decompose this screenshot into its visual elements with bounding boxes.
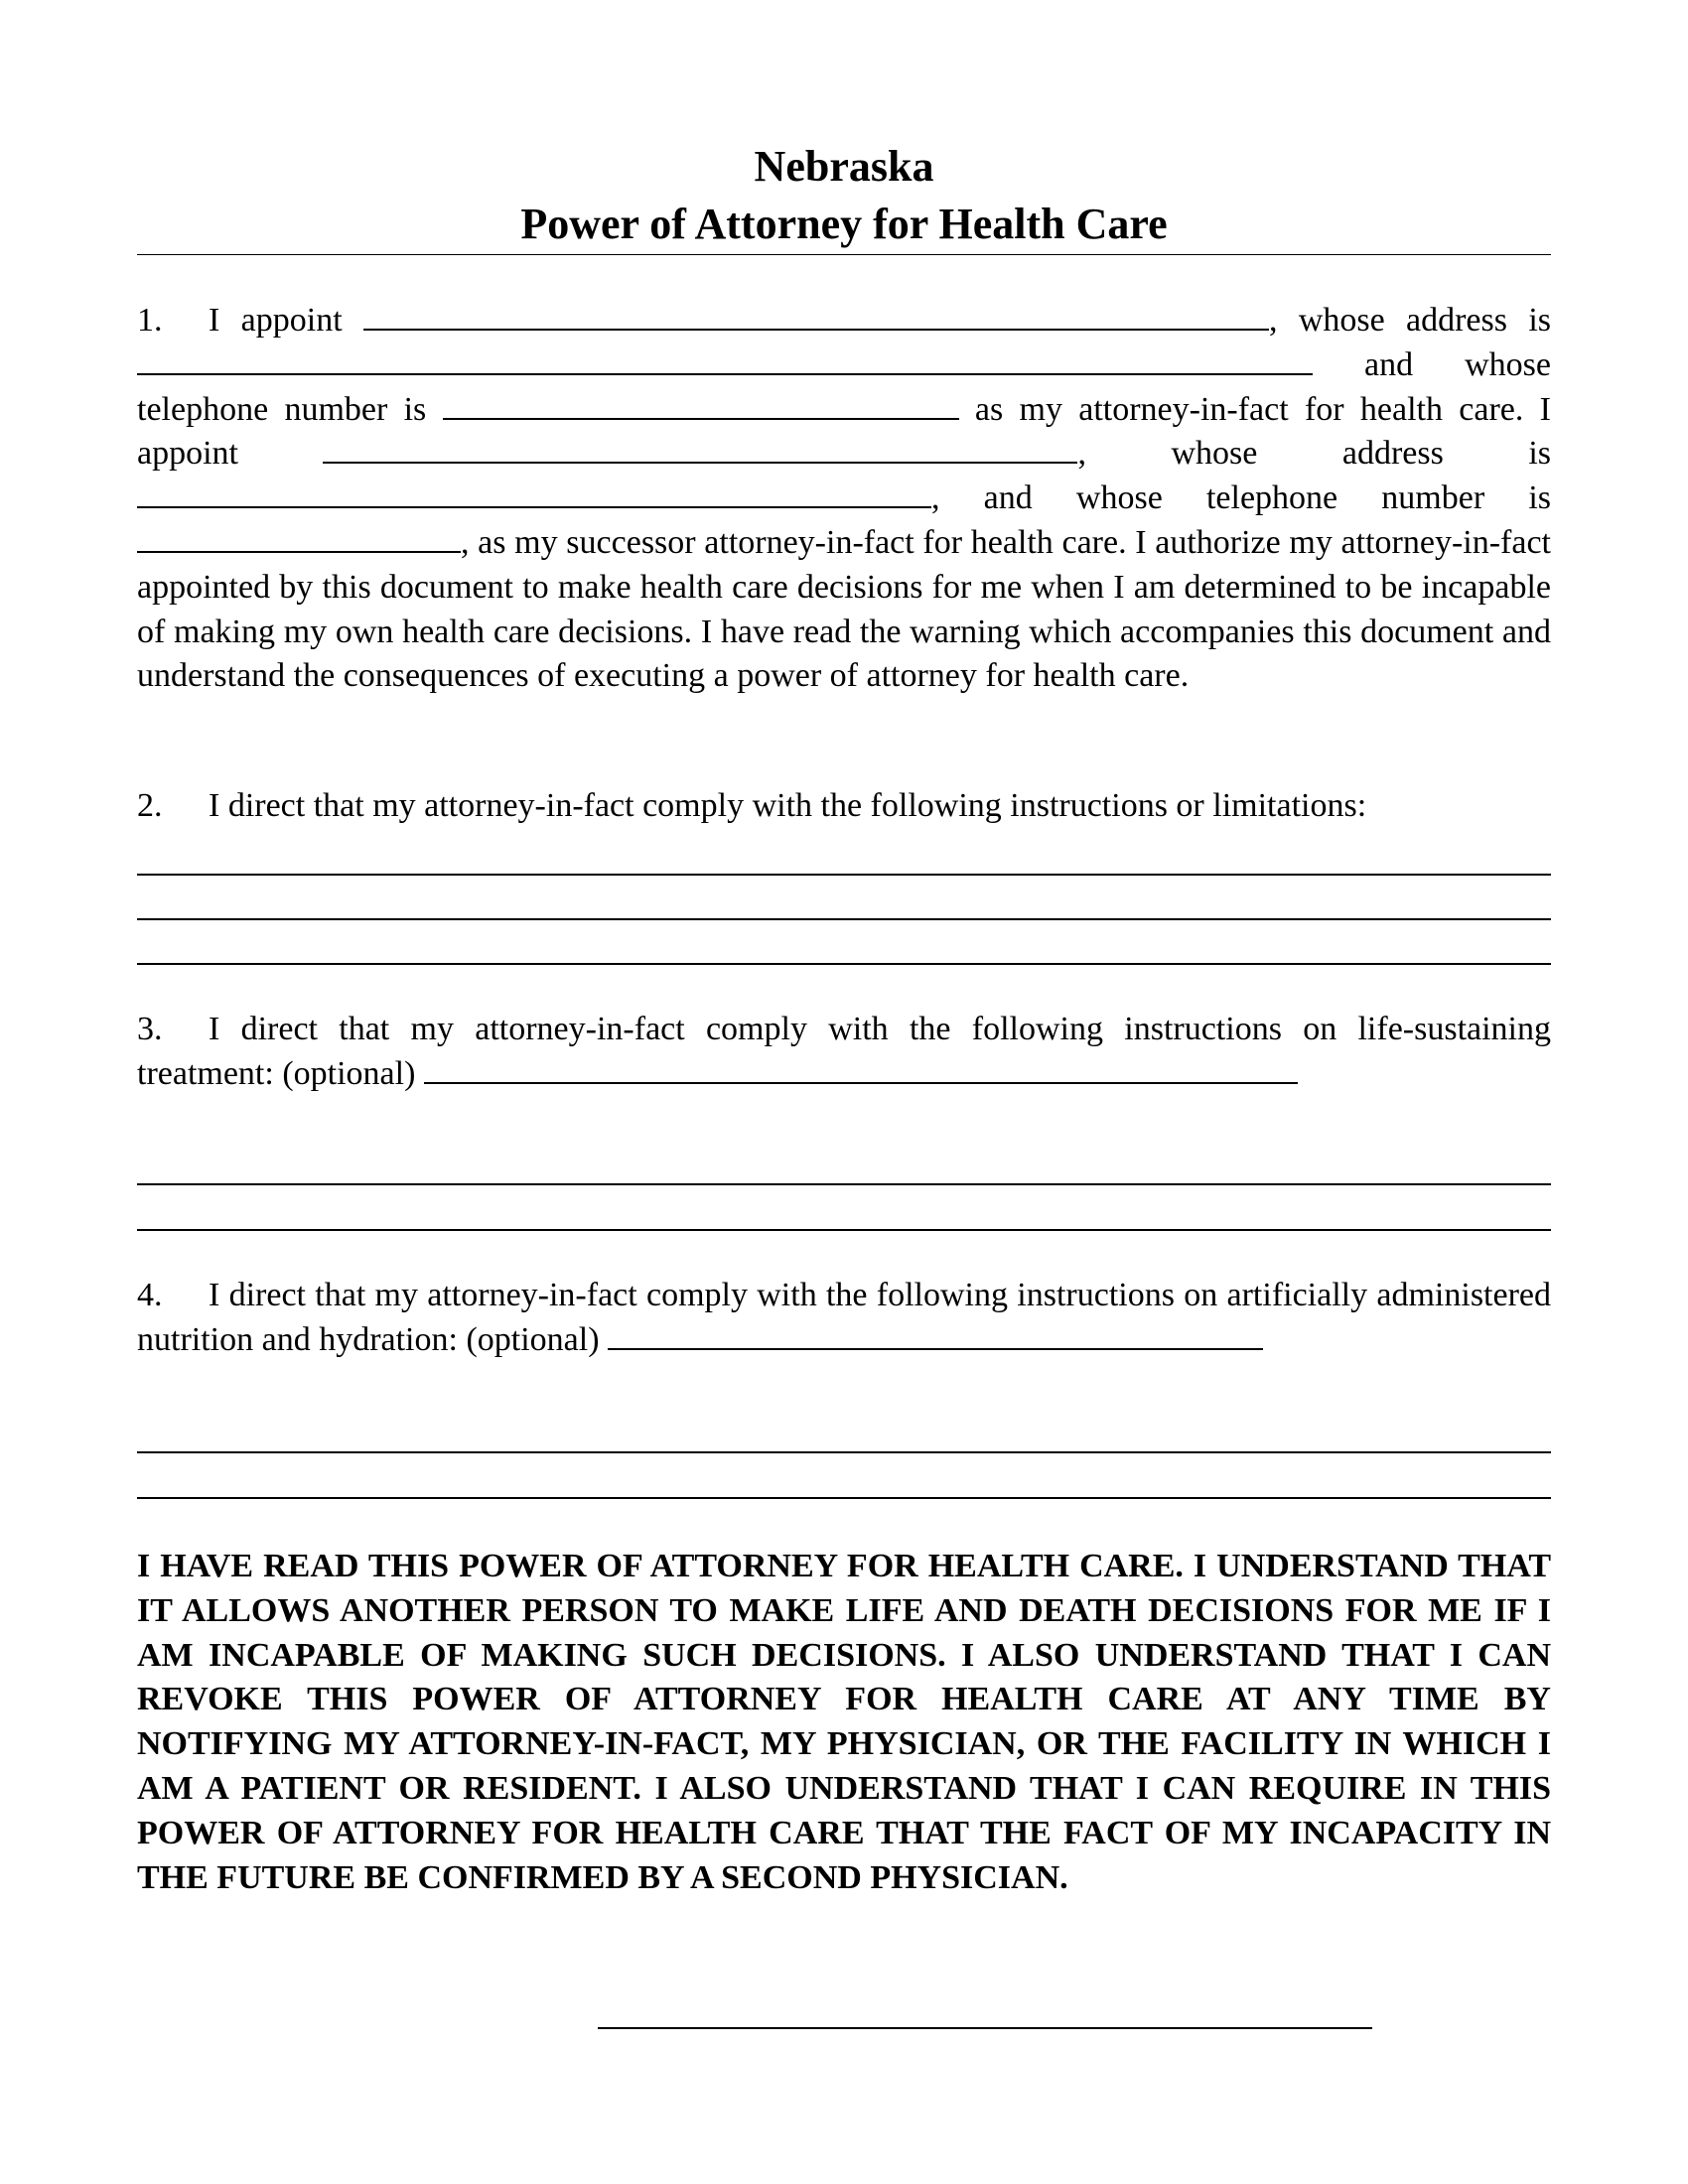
signature-line[interactable]	[598, 2027, 1372, 2029]
attorney-telephone-field[interactable]	[443, 417, 959, 420]
successor-name-field[interactable]	[323, 461, 1077, 464]
section-1-text-telephone: and whose telephone number is	[137, 345, 1551, 428]
section-1-text-appoint: I appoint	[209, 302, 343, 339]
successor-address-field[interactable]	[137, 505, 931, 508]
attorney-address-field[interactable]	[137, 372, 1313, 375]
nutrition-hydration-field[interactable]	[608, 1347, 1263, 1350]
document-title: Power of Attorney for Health Care	[520, 200, 1168, 248]
section-3-number: 3.	[137, 1011, 163, 1047]
title-divider	[137, 254, 1551, 255]
section-3-paragraph	[137, 1008, 1551, 1097]
section-3-text: I direct that my attorney-in-fact comply with the following instructions on life-sustaining treatment: (optional)	[137, 1011, 1551, 1092]
section-2-paragraph	[137, 784, 1551, 829]
section-1-text-address: , whose address is	[1268, 302, 1551, 339]
attorney-name-field[interactable]	[363, 328, 1269, 331]
section-2-text: I direct that my attorney-in-fact comply with the following instructions or limitations:	[209, 787, 1367, 824]
life-sustaining-line-1[interactable]	[137, 1183, 1551, 1185]
section-1-text-authorization: , as my successor attorney-in-fact for health care. I authorize my attorney-in-fact appointed by this document to make health care decisions for me when I am determined to be incapable of making my own health care decisions. I have read the warning which accompanies this document and understand the consequences of executing a power of attorney for health care.	[137, 523, 1551, 695]
life-sustaining-line-2[interactable]	[137, 1229, 1551, 1231]
section-1-text-health-care: as my attorney-in-fact for health care. I appoint	[137, 390, 1552, 473]
section-1-paragraph	[137, 299, 1551, 699]
section-1-number: 1.	[137, 302, 163, 339]
section-4-paragraph	[137, 1274, 1551, 1363]
section-2-number: 2.	[137, 787, 163, 824]
nutrition-hydration-line-2[interactable]	[137, 1497, 1551, 1499]
section-1-text-successor-address: , whose address is	[1077, 435, 1551, 473]
section-1-text-successor-telephone: , and whose telephone number is	[931, 479, 1551, 517]
acknowledgment-statement: I HAVE READ THIS POWER OF ATTORNEY FOR HEALTH CARE. I UNDERSTAND THAT IT ALLOWS ANOTHER PERSON TO MAKE LIFE AND DEATH DECISIONS FOR ME IF I AM INCAPABLE OF MAKING SUCH DECISIONS. I ALSO UNDERSTAND THAT I CAN REVOKE THIS POWER OF ATTORNEY FOR HEALTH CARE AT ANY TIME BY NOTIFYING MY ATTORNEY-IN-FACT, MY PHYSICIAN, OR THE FACILITY IN WHICH I AM A PATIENT OR RESIDENT. I ALSO UNDERSTAND THAT I CAN REQUIRE IN THIS POWER OF ATTORNEY FOR HEALTH CARE THAT THE FACT OF MY INCAPACITY IN THE FUTURE BE CONFIRMED BY A SECOND PHYSICIAN.	[137, 1548, 1551, 1896]
life-sustaining-field[interactable]	[424, 1081, 1298, 1084]
instructions-line-3[interactable]	[137, 963, 1551, 965]
section-4-text: I direct that my attorney-in-fact comply with the following instructions on artificially administered nutrition and hydration: (optional)	[137, 1277, 1551, 1358]
state-title: Nebraska	[754, 142, 934, 191]
section-4-number: 4.	[137, 1277, 163, 1313]
successor-telephone-field[interactable]	[137, 550, 461, 553]
nutrition-hydration-line-1[interactable]	[137, 1451, 1551, 1453]
instructions-line-1[interactable]	[137, 874, 1551, 876]
instructions-line-2[interactable]	[137, 918, 1551, 920]
